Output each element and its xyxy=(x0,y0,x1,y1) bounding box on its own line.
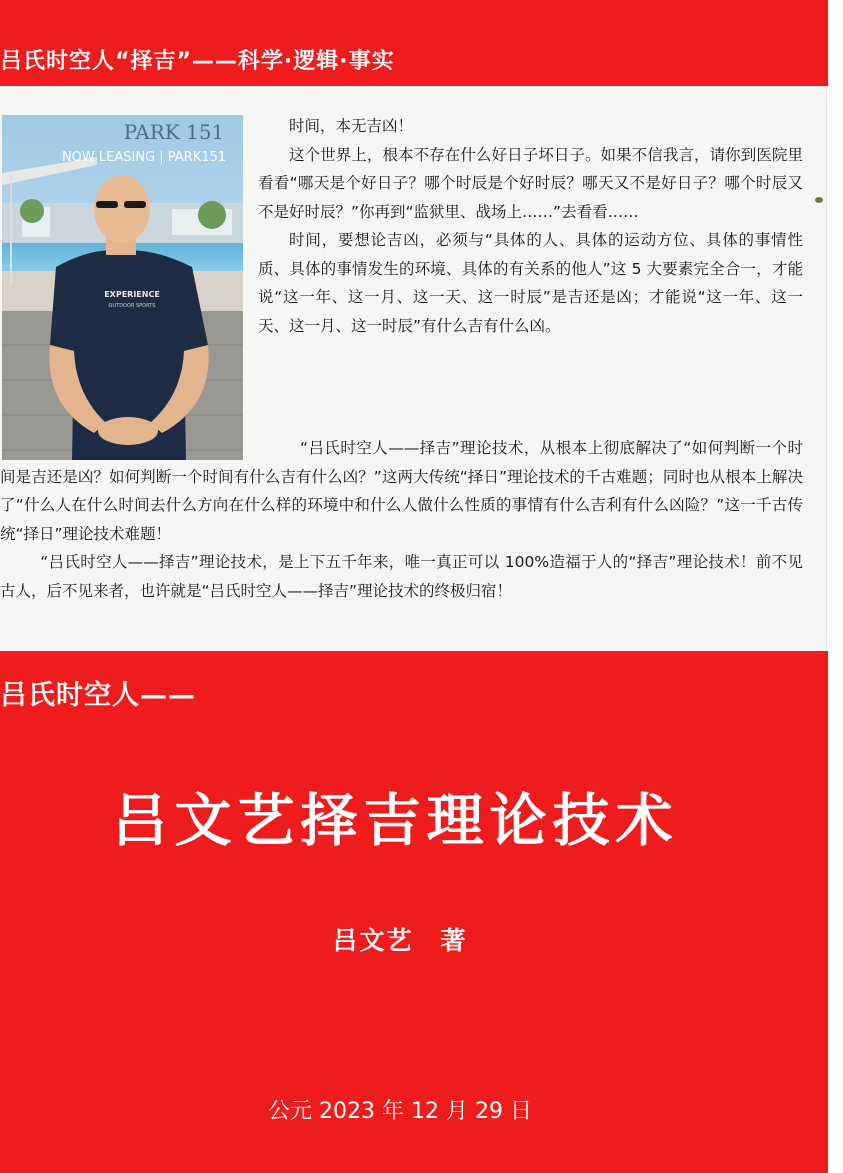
full-paragraph-2: “吕氏时空人——择吉”理论技术，是上下五千年来，唯一真正可以 100%造福于人的“择吉”理论技术！前不见古人，后不见来者，也许就是“吕氏时空人——择吉”理论技术的终极归宿！ xyxy=(0,553,803,600)
book-title: 吕文艺择吉理论技术 xyxy=(111,788,679,854)
billboard-line2: NOW LEASING | PARK151 xyxy=(61,150,227,165)
header-title: 吕氏时空人“择吉”——科学·逻辑·事实 xyxy=(0,49,395,74)
book-cover xyxy=(0,651,828,1173)
intro-paragraph-2: 这个世界上，根本不存在什么好日子坏日子。如果不信我言，请你到医院里看看“哪天是个好日子？哪个时辰是个好时辰？哪天又不是好日子？哪个时辰又不是好时辰？”你再到“监狱里、战场上……”去看看…… xyxy=(258,145,803,221)
author-line: 吕文艺 著 xyxy=(332,926,468,955)
intro-text xyxy=(258,112,803,340)
publication-date: 公元 2023 年 12 月 29 日 xyxy=(268,1099,532,1124)
full-paragraph-1: “吕氏时空人——择吉”理论技术，从根本上彻底解决了“如何判断一个时间是吉还是凶？如何判断一个时间有什么吉有什么凶？”这两大传统“择日”理论技术的千古难题；同时也从根本上解决了“什么人在什么时间去什么方向在什么样的环境中和什么人做什么性质的事情有什么吉利有什么凶险？”这一千古传统“择日”理论技术难题！ xyxy=(0,439,803,543)
shirt-text1: EXPERIENCE xyxy=(104,290,160,299)
author-photo xyxy=(2,115,243,460)
billboard-line1: PARK 151 xyxy=(123,120,225,144)
series-title: 吕氏时空人—— xyxy=(0,680,196,711)
intro-paragraph-3: 时间，要想论吉凶，必须与“具体的人、具体的运动方位、具体的事情性质、具体的事情发生的环境、具体的有关系的他人”这 5 大要素完全合一，才能说“这一年、这一月、这一天、这一时辰”是吉还是凶；才能说“这一年、这一天、这一月、这一时辰”有什么吉有什么凶。 xyxy=(258,231,803,335)
paper-speck xyxy=(815,197,823,203)
page-edge xyxy=(826,0,843,1173)
header-band xyxy=(0,0,828,86)
shirt-text2: OUTDOOR SPORTS xyxy=(108,303,156,309)
intro-paragraph-1: 时间，本无吉凶！ xyxy=(289,117,414,135)
full-width-text xyxy=(0,434,803,605)
